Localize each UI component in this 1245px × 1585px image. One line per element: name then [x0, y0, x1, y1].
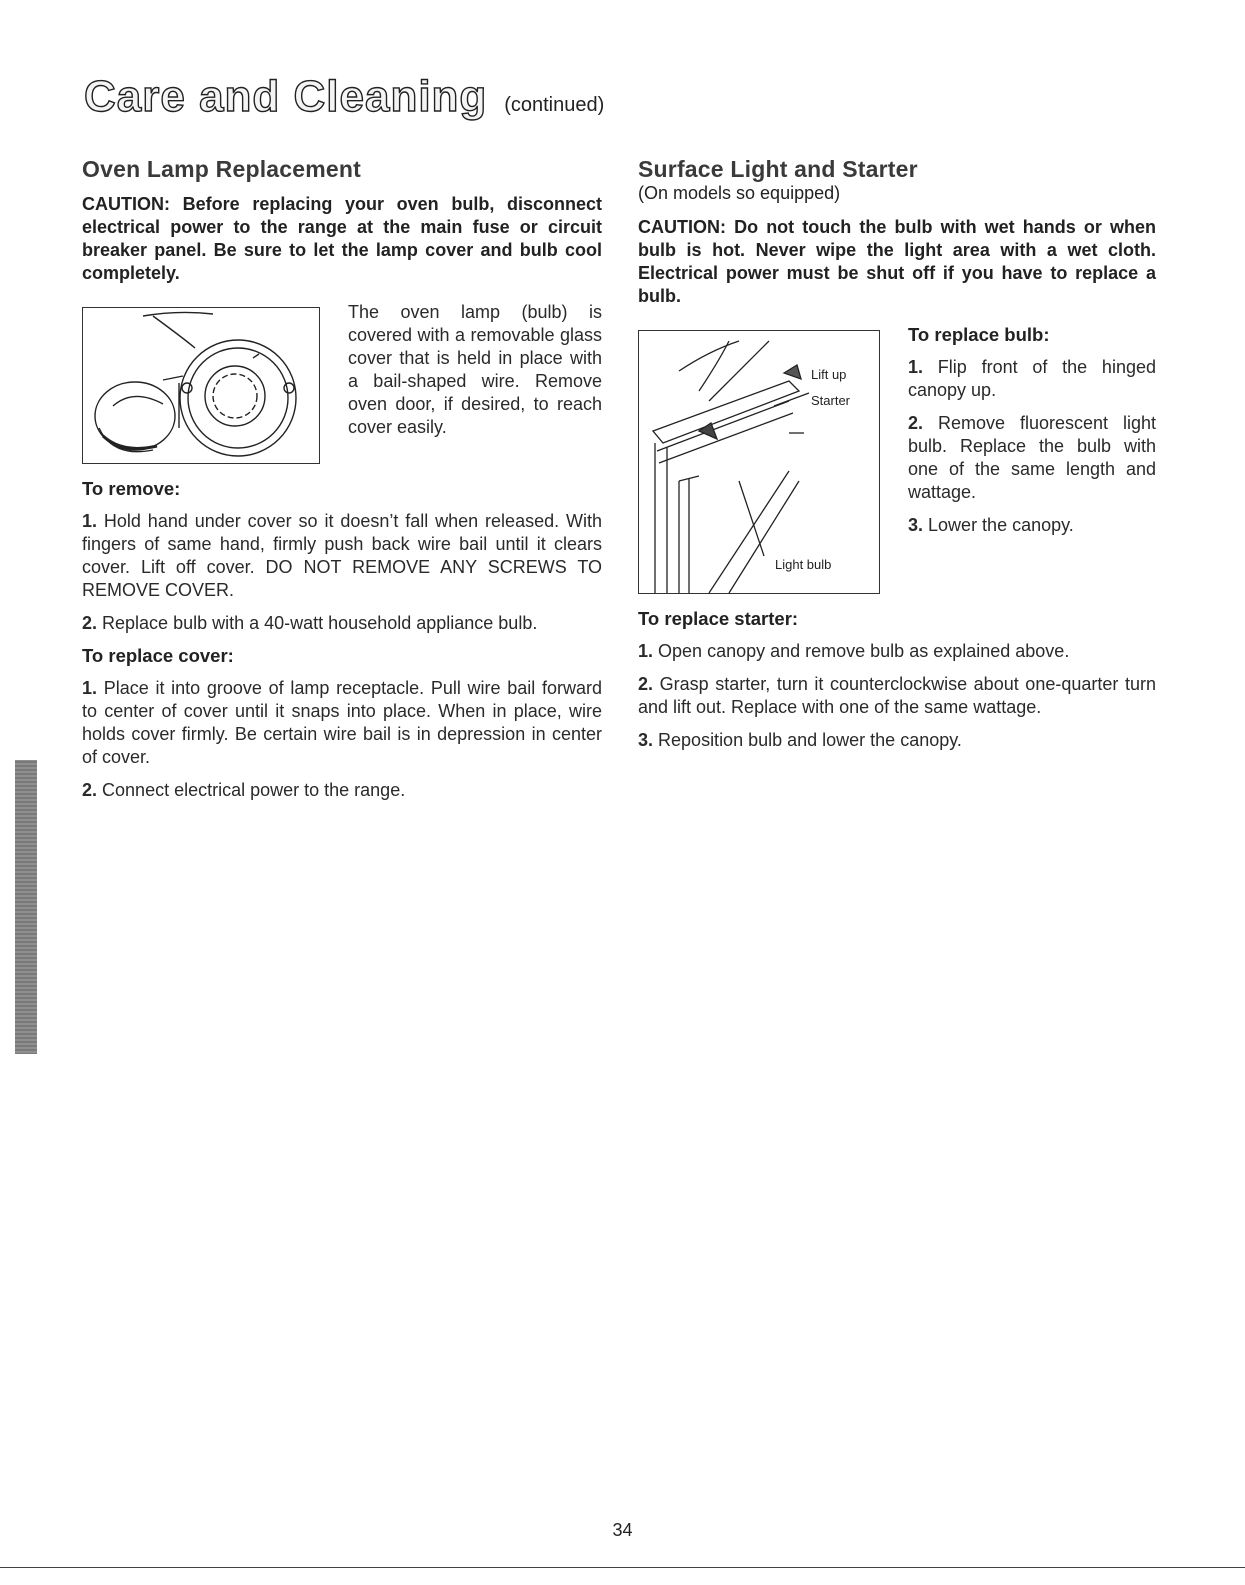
replace-cover-step-2-number: 2. [82, 780, 98, 800]
replace-bulb-step-2-number: 2. [908, 413, 924, 433]
replace-bulb-step-1-number: 1. [908, 357, 924, 377]
footer-rule [0, 1567, 1245, 1568]
replace-cover-step-1 [82, 677, 602, 769]
replace-bulb-heading: To replace bulb: [908, 324, 1050, 345]
replace-cover-heading: To replace cover: [82, 645, 234, 666]
replace-bulb-step-2-text: Remove fluorescent light bulb. Replace the bulb with one of the same length and wattage. [908, 413, 1156, 502]
replace-starter-step-1-number: 1. [638, 641, 654, 661]
replace-cover-step-2-text: Connect electrical power to the range. [102, 780, 406, 800]
replace-starter-step-2-text: Grasp starter, turn it counterclockwise about one-quarter turn and lift out. Replace with one of the same wattage. [638, 674, 1156, 717]
oven-lamp-heading: Oven Lamp Replacement [82, 156, 362, 182]
replace-bulb-step-3-text: Lower the canopy. [928, 515, 1074, 535]
replace-starter-step-2 [638, 673, 1156, 719]
replace-starter-step-1 [638, 640, 1156, 663]
remove-step-1-text: Hold hand under cover so it doesn’t fall when released. With fingers of same hand, firmly push back wire bail until it clears cover. Lift off cover. DO NOT REMOVE ANY SCREWS TO REMOVE COVER. [82, 511, 602, 600]
remove-heading: To remove: [82, 478, 181, 499]
surface-light-illustration [638, 330, 880, 594]
oven-lamp-illustration [82, 307, 320, 464]
replace-bulb-step-1 [908, 356, 1156, 402]
remove-step-1-number: 1. [82, 511, 98, 531]
surface-light-heading: Surface Light and Starter [638, 156, 918, 182]
oven-lamp-intro: The oven lamp (bulb) is covered with a removable glass cover that is held in place with a bail-shaped wire. Remove oven door, if desired, to reach cover easily. [348, 302, 602, 437]
replace-starter-step-3 [638, 729, 1156, 752]
replace-bulb-step-3 [908, 514, 1156, 537]
replace-starter-step-3-number: 3. [638, 730, 654, 750]
page-number: 34 [612, 1520, 633, 1540]
surface-light-note: (On models so equipped) [638, 183, 841, 203]
section-edge-marker [15, 760, 37, 1054]
replace-bulb-step-1-text: Flip front of the hinged canopy up. [908, 357, 1156, 400]
remove-step-2-text: Replace bulb with a 40-watt household appliance bulb. [102, 613, 538, 633]
surface-light-figure-row [638, 324, 1156, 594]
replace-bulb-step-3-number: 3. [908, 515, 924, 535]
remove-step-1 [82, 510, 602, 602]
lamp-cover-drawing [83, 308, 319, 463]
remove-step-2-number: 2. [82, 613, 98, 633]
lift-up-label: Lift up [811, 367, 847, 382]
oven-lamp-figure-row [82, 301, 602, 464]
remove-step-2 [82, 612, 602, 635]
light-bulb-label: Light bulb [775, 557, 832, 572]
replace-cover-step-1-number: 1. [82, 678, 98, 698]
surface-light-caution: CAUTION: Do not touch the bulb with wet hands or when bulb is hot. Never wipe the light area with a wet cloth. Electrical power must be shut off if you have to replace a bulb. [638, 217, 1156, 306]
replace-starter-step-1-text: Open canopy and remove bulb as explained above. [658, 641, 1070, 661]
replace-cover-step-2 [82, 779, 602, 802]
starter-label: Starter [811, 393, 851, 408]
replace-starter-step-3-text: Reposition bulb and lower the canopy. [658, 730, 962, 750]
replace-cover-step-1-text: Place it into groove of lamp receptacle. Pull wire bail forward to center of cover until it snaps into place. When in place, wire holds cover firmly. Be certain wire bail is in depression in center of cover. [82, 678, 602, 767]
surface-light-section [638, 150, 1156, 762]
oven-lamp-section [82, 150, 602, 812]
replace-bulb-step-2 [908, 412, 1156, 504]
page-title [84, 72, 604, 122]
title-main: Care and Cleaning [84, 72, 488, 121]
replace-starter-heading: To replace starter: [638, 608, 799, 629]
title-continued: (continued) [504, 94, 605, 116]
oven-lamp-caution: CAUTION: Before replacing your oven bulb, disconnect electrical power to the range at the main fuse or circuit breaker panel. Be sure to let the lamp cover and bulb cool completely. [82, 194, 602, 283]
replace-starter-step-2-number: 2. [638, 674, 654, 694]
